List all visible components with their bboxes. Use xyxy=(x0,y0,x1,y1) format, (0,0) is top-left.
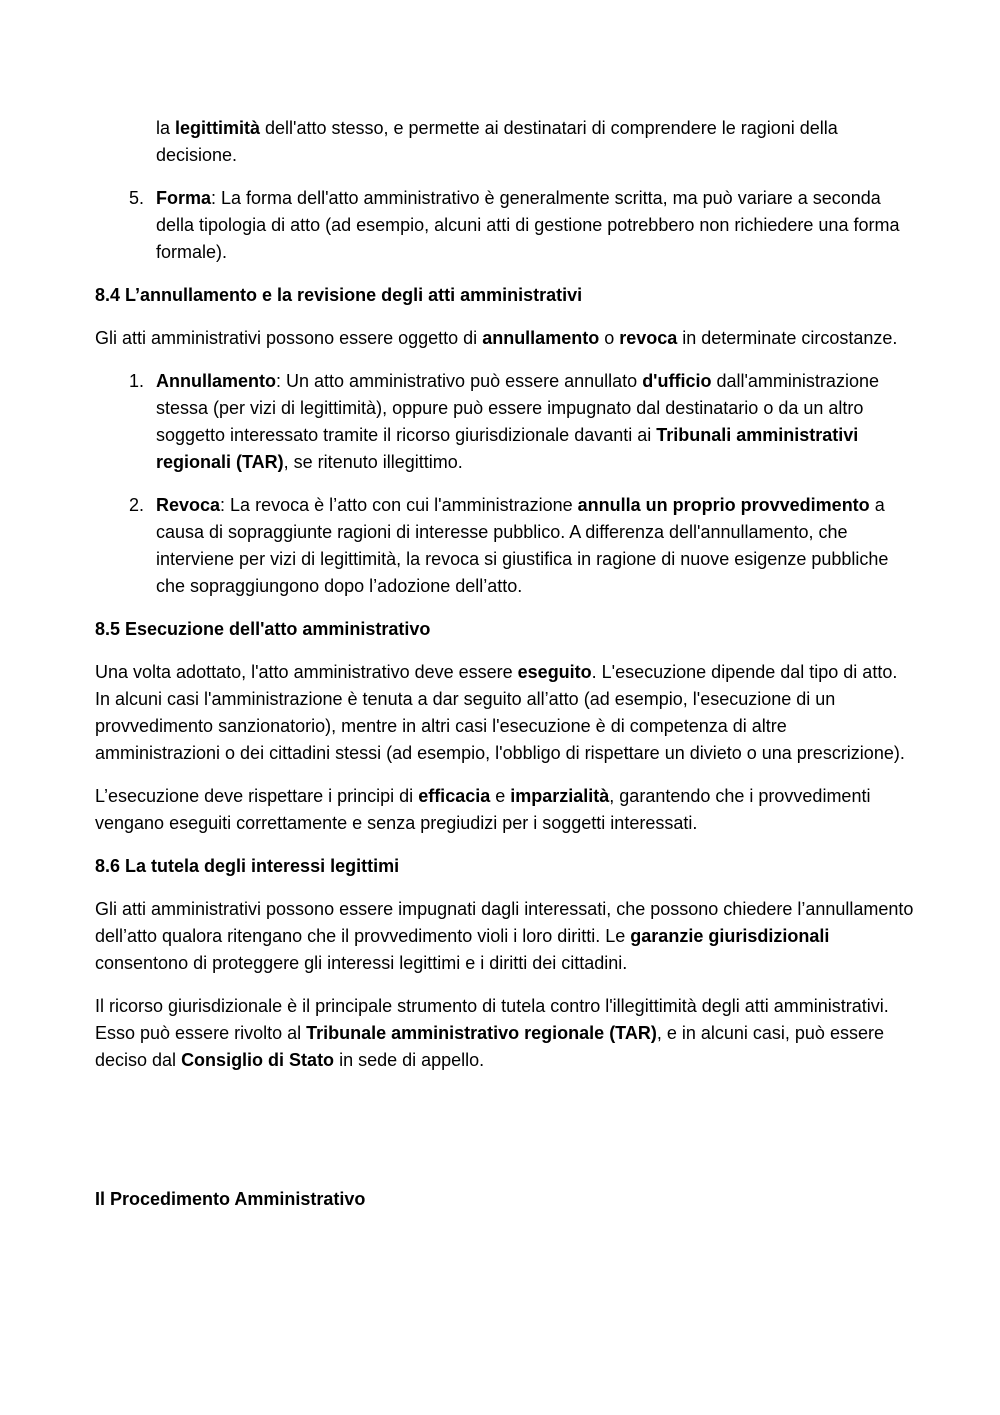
bold-text: Forma xyxy=(156,188,212,208)
chapter-heading: Il Procedimento Amministrativo xyxy=(95,1189,366,1209)
bold-text: Consiglio di Stato xyxy=(181,1050,335,1070)
bold-text: annullamento xyxy=(482,328,600,348)
section-8-5-paragraph-2 xyxy=(95,783,915,837)
list-item-text xyxy=(156,368,915,476)
text-run: in determinate circostanze. xyxy=(677,328,898,348)
text-run: Gli atti amministrativi possono essere impugnati dagli interessati, che possono chiedere l’annullamento dell’atto qualora ritengano che il provvedimento violi i loro diritti. Le xyxy=(95,899,914,946)
text-run: a causa di sopraggiunte ragioni di interesse pubblico. A differenza dell'annullamento, che interviene per vizi di legittimità, la revoca si giustifica in ragione di nuove esigenze pubbliche che sopraggiungono dopo l’adozione dell’atto. xyxy=(156,495,889,596)
bold-text: legittimità xyxy=(175,118,261,138)
list-number: 5. xyxy=(128,188,144,208)
section-8-6-paragraph-2 xyxy=(95,993,915,1074)
bold-text: d'ufficio xyxy=(642,371,712,391)
section-8-6-paragraph-1 xyxy=(95,896,915,977)
text-run: , garantendo che i provvedimenti vengano eseguiti correttamente e senza pregiudizi per i soggetti interessati. xyxy=(95,786,871,833)
text-run: in sede di appello. xyxy=(334,1050,485,1070)
list-number: 2. xyxy=(128,495,144,515)
bold-text: garanzie giurisdizionali xyxy=(630,926,830,946)
continuation-paragraph xyxy=(156,115,915,169)
text-run: Gli atti amministrativi possono essere oggetto di xyxy=(95,328,483,348)
text-run: e xyxy=(490,786,511,806)
section-heading-8-4: 8.4 L’annullamento e la revisione degli atti amministrativi xyxy=(95,285,583,305)
bold-text: imparzialità xyxy=(510,786,610,806)
section-heading-8-5: 8.5 Esecuzione dell'atto amministrativo xyxy=(95,619,431,639)
text-run: , se ritenuto illegittimo. xyxy=(283,452,463,472)
text-run: dall'amministrazione stessa (per vizi di legittimità), oppure può essere impugnato dal destinatario o da un altro soggetto interessato tramite il ricorso giurisdizionale davanti ai xyxy=(156,371,879,445)
document-page xyxy=(95,115,915,1229)
text-run: L’esecuzione deve rispettare i principi di xyxy=(95,786,419,806)
text-run: consentono di proteggere gli interessi legittimi e i diritti dei cittadini. xyxy=(95,953,628,973)
bold-text: efficacia xyxy=(418,786,491,806)
text-run: . L'esecuzione dipende dal tipo di atto. In alcuni casi l'amministrazione è tenuta a dar seguito all’atto (ad esempio, l'esecuzione di un provvedimento sanzionatorio), mentre in altri casi l'esecuzione è di competenza di altre amministrazioni o dei cittadini stessi (ad esempio, l'obbligo di rispettare un divieto o una prescrizione). xyxy=(95,662,905,763)
text-run: , e in alcuni casi, può essere deciso dal xyxy=(95,1023,884,1070)
list-item-text xyxy=(156,185,915,266)
text-run: Una volta adottato, l'atto amministrativo deve essere xyxy=(95,662,518,682)
bold-text: Tribunale amministrativo regionale (TAR) xyxy=(306,1023,657,1043)
bold-text: annulla un proprio provvedimento xyxy=(577,495,870,515)
list-item-revoca xyxy=(95,492,915,600)
list-item-annullamento xyxy=(95,368,915,476)
text-run: : Un atto amministrativo può essere annullato xyxy=(276,371,643,391)
text-run: : La revoca è l’atto con cui l'amministrazione xyxy=(220,495,578,515)
bold-text: Annullamento xyxy=(156,371,276,391)
list-item-text xyxy=(156,492,915,600)
text-run: o xyxy=(599,328,620,348)
text-run: Il ricorso giurisdizionale è il principale strumento di tutela contro l'illegittimità degli atti amministrativi. Esso può essere rivolto al xyxy=(95,996,889,1043)
section-heading-8-6: 8.6 La tutela degli interessi legittimi xyxy=(95,856,400,876)
text-run: dell'atto stesso, e permette ai destinatari di comprendere le ragioni della decisione. xyxy=(156,118,838,165)
bold-text: eseguito xyxy=(517,662,592,682)
blank-space xyxy=(95,1090,915,1186)
section-8-5-paragraph-1 xyxy=(95,659,915,767)
text-run: : La forma dell'atto amministrativo è generalmente scritta, ma può variare a seconda della tipologia di atto (ad esempio, alcuni atti di gestione potrebbero non richiedere una forma formale). xyxy=(156,188,900,262)
text-run: la xyxy=(156,118,176,138)
bold-text: revoca xyxy=(619,328,678,348)
bold-text: Tribunali amministrativi regionali (TAR) xyxy=(156,425,859,472)
list-item-forma xyxy=(95,185,915,266)
list-number: 1. xyxy=(128,371,144,391)
bold-text: Revoca xyxy=(156,495,221,515)
section-8-4-intro xyxy=(95,325,915,352)
